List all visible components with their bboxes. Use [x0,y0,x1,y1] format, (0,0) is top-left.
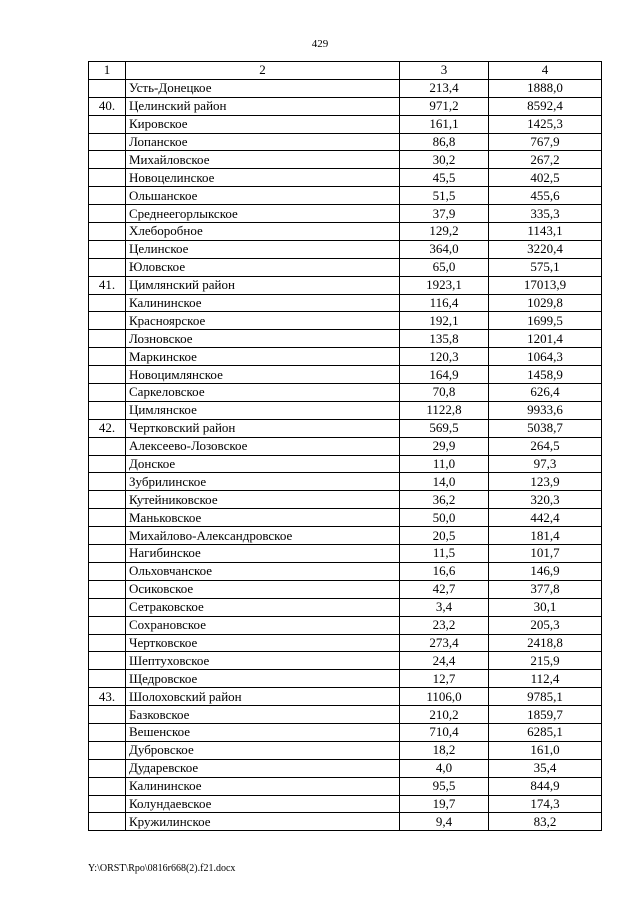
row-value-4: 1458,9 [489,366,602,384]
row-number [89,598,126,616]
row-value-4: 30,1 [489,598,602,616]
row-name: Хлеборобное [126,223,400,241]
row-value-3: 135,8 [400,330,489,348]
row-value-3: 364,0 [400,240,489,258]
row-value-4: 264,5 [489,437,602,455]
table-row [89,187,602,205]
row-value-4: 35,4 [489,759,602,777]
row-value-3: 45,5 [400,169,489,187]
row-value-3: 569,5 [400,419,489,437]
row-value-4: 377,8 [489,580,602,598]
row-number [89,437,126,455]
row-name: Маркинское [126,348,400,366]
row-name: Лопанское [126,133,400,151]
table-row [89,527,602,545]
row-value-3: 129,2 [400,223,489,241]
table-row [89,276,602,294]
row-number [89,133,126,151]
row-name: Калининское [126,294,400,312]
row-name: Цимлянский район [126,276,400,294]
table-row [89,437,602,455]
table-row [89,688,602,706]
row-number [89,312,126,330]
row-value-4: 1888,0 [489,79,602,97]
row-name: Цимлянское [126,401,400,419]
row-value-3: 20,5 [400,527,489,545]
row-value-3: 16,6 [400,562,489,580]
row-number [89,706,126,724]
row-value-4: 1859,7 [489,706,602,724]
row-value-4: 767,9 [489,133,602,151]
row-value-4: 626,4 [489,384,602,402]
table-row [89,580,602,598]
row-value-3: 120,3 [400,348,489,366]
table-row [89,813,602,831]
row-name: Осиковское [126,580,400,598]
row-value-4: 5038,7 [489,419,602,437]
table-row [89,723,602,741]
row-value-4: 1201,4 [489,330,602,348]
row-number [89,616,126,634]
row-value-3: 51,5 [400,187,489,205]
row-number [89,151,126,169]
row-value-3: 1923,1 [400,276,489,294]
row-value-3: 710,4 [400,723,489,741]
row-value-4: 112,4 [489,670,602,688]
row-value-3: 95,5 [400,777,489,795]
row-value-3: 116,4 [400,294,489,312]
row-name: Маньковское [126,509,400,527]
row-name: Чертковское [126,634,400,652]
row-value-3: 192,1 [400,312,489,330]
row-value-4: 1425,3 [489,115,602,133]
row-value-3: 36,2 [400,491,489,509]
row-name: Юловское [126,258,400,276]
row-value-3: 12,7 [400,670,489,688]
row-name: Нагибинское [126,545,400,563]
table-row [89,598,602,616]
table-row [89,562,602,580]
row-value-4: 442,4 [489,509,602,527]
row-value-4: 97,3 [489,455,602,473]
row-value-3: 24,4 [400,652,489,670]
row-name: Сетраковское [126,598,400,616]
row-value-4: 9785,1 [489,688,602,706]
row-number [89,401,126,419]
table-row [89,652,602,670]
table-row [89,777,602,795]
table-row [89,616,602,634]
table-row [89,151,602,169]
row-number [89,545,126,563]
table-row [89,419,602,437]
row-name: Шолоховский район [126,688,400,706]
row-number: 43. [89,688,126,706]
row-value-4: 6285,1 [489,723,602,741]
row-value-3: 30,2 [400,151,489,169]
table-row [89,294,602,312]
row-name: Красноярское [126,312,400,330]
row-number [89,473,126,491]
row-name: Чертковский район [126,419,400,437]
row-name: Ольховчанское [126,562,400,580]
row-number [89,795,126,813]
row-number [89,79,126,97]
row-value-4: 402,5 [489,169,602,187]
row-name: Михайловское [126,151,400,169]
row-name: Сохрановское [126,616,400,634]
row-number [89,813,126,831]
row-number [89,759,126,777]
row-value-3: 37,9 [400,205,489,223]
table-row [89,706,602,724]
row-name: Шептуховское [126,652,400,670]
table-row [89,115,602,133]
row-number [89,366,126,384]
row-value-3: 19,7 [400,795,489,813]
row-name: Донское [126,455,400,473]
row-name: Алексеево-Лозовское [126,437,400,455]
table-row [89,133,602,151]
row-value-4: 161,0 [489,741,602,759]
row-value-3: 11,0 [400,455,489,473]
row-number [89,580,126,598]
row-name: Новоцимлянское [126,366,400,384]
row-number [89,205,126,223]
row-value-3: 65,0 [400,258,489,276]
row-number [89,491,126,509]
row-value-4: 83,2 [489,813,602,831]
row-value-4: 215,9 [489,652,602,670]
row-value-4: 455,6 [489,187,602,205]
row-value-3: 70,8 [400,384,489,402]
row-name: Щедровское [126,670,400,688]
table-row [89,366,602,384]
page-number: 429 [311,38,329,50]
row-value-3: 4,0 [400,759,489,777]
table-row [89,312,602,330]
row-number: 41. [89,276,126,294]
row-number: 40. [89,97,126,115]
row-number: 42. [89,419,126,437]
row-name: Кружилинское [126,813,400,831]
table-row [89,670,602,688]
table-row [89,473,602,491]
table-row [89,79,602,97]
header-col-2: 2 [126,62,400,80]
table-row [89,795,602,813]
row-value-3: 164,9 [400,366,489,384]
table-row [89,545,602,563]
table-row [89,384,602,402]
row-number [89,723,126,741]
row-value-3: 1106,0 [400,688,489,706]
table-row [89,348,602,366]
row-name: Кутейниковское [126,491,400,509]
row-value-4: 320,3 [489,491,602,509]
header-col-4: 4 [489,62,602,80]
row-number [89,348,126,366]
table-row [89,741,602,759]
row-number [89,384,126,402]
row-number [89,240,126,258]
row-value-4: 575,1 [489,258,602,276]
row-value-3: 14,0 [400,473,489,491]
table-row [89,240,602,258]
table-row [89,759,602,777]
row-value-4: 3220,4 [489,240,602,258]
row-number [89,258,126,276]
row-value-3: 86,8 [400,133,489,151]
table-row [89,455,602,473]
row-name: Целинское [126,240,400,258]
row-value-3: 1122,8 [400,401,489,419]
row-name: Новоцелинское [126,169,400,187]
row-value-4: 1029,8 [489,294,602,312]
data-table [88,61,602,831]
row-name: Саркеловское [126,384,400,402]
row-name: Лозновское [126,330,400,348]
row-value-4: 844,9 [489,777,602,795]
row-value-4: 335,3 [489,205,602,223]
row-number [89,777,126,795]
row-name: Зубрилинское [126,473,400,491]
row-value-3: 3,4 [400,598,489,616]
row-value-4: 1699,5 [489,312,602,330]
row-number [89,527,126,545]
table-row [89,401,602,419]
row-name: Базковское [126,706,400,724]
row-value-4: 1143,1 [489,223,602,241]
row-name: Среднеегорлыкское [126,205,400,223]
table-row [89,491,602,509]
row-value-4: 205,3 [489,616,602,634]
table-row [89,330,602,348]
row-value-3: 210,2 [400,706,489,724]
row-value-4: 9933,6 [489,401,602,419]
row-value-4: 1064,3 [489,348,602,366]
row-value-3: 50,0 [400,509,489,527]
row-value-4: 17013,9 [489,276,602,294]
row-number [89,187,126,205]
row-number [89,562,126,580]
row-value-4: 8592,4 [489,97,602,115]
header-col-1: 1 [89,62,126,80]
row-number [89,741,126,759]
row-name: Михайлово-Александровское [126,527,400,545]
row-number [89,115,126,133]
row-number [89,652,126,670]
row-value-3: 11,5 [400,545,489,563]
row-name: Кировское [126,115,400,133]
table-row [89,223,602,241]
table-row [89,169,602,187]
row-value-3: 18,2 [400,741,489,759]
table-row [89,509,602,527]
header-row [89,62,602,80]
row-value-3: 161,1 [400,115,489,133]
row-number [89,509,126,527]
header-col-3: 3 [400,62,489,80]
row-name: Целинский район [126,97,400,115]
row-number [89,455,126,473]
row-number [89,223,126,241]
row-value-4: 123,9 [489,473,602,491]
row-value-4: 267,2 [489,151,602,169]
table-row [89,258,602,276]
row-value-3: 42,7 [400,580,489,598]
row-name: Калининское [126,777,400,795]
row-value-4: 174,3 [489,795,602,813]
row-value-4: 2418,8 [489,634,602,652]
row-number [89,670,126,688]
row-number [89,634,126,652]
table-row [89,634,602,652]
row-value-3: 29,9 [400,437,489,455]
row-number [89,330,126,348]
row-value-3: 9,4 [400,813,489,831]
row-value-3: 971,2 [400,97,489,115]
row-name: Дубровское [126,741,400,759]
row-value-4: 146,9 [489,562,602,580]
row-name: Колундаевское [126,795,400,813]
footer-file-path: Y:\ORST\Rpo\0816r668(2).f21.docx [88,863,236,874]
row-name: Дударевское [126,759,400,777]
table-row [89,97,602,115]
row-value-3: 273,4 [400,634,489,652]
row-value-3: 23,2 [400,616,489,634]
row-name: Вешенское [126,723,400,741]
row-name: Ольшанское [126,187,400,205]
row-value-3: 213,4 [400,79,489,97]
table-body [89,62,602,831]
table-row [89,205,602,223]
row-name: Усть-Донецкое [126,79,400,97]
row-value-4: 101,7 [489,545,602,563]
row-value-4: 181,4 [489,527,602,545]
row-number [89,169,126,187]
row-number [89,294,126,312]
